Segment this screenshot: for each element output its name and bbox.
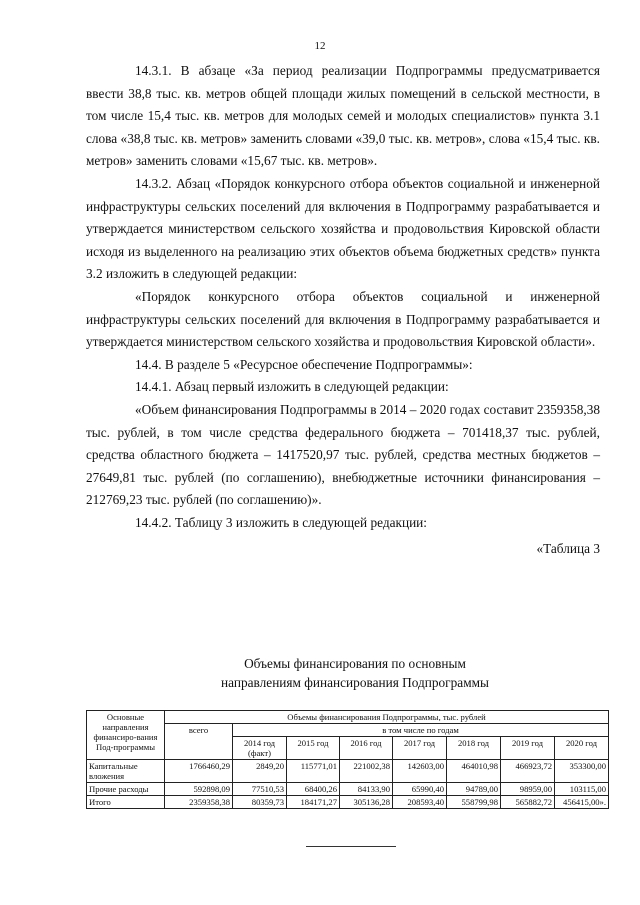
table-row bbox=[87, 783, 609, 796]
year-header: 2019 год bbox=[501, 737, 555, 760]
paragraph-14-3-2: 14.3.2. Абзац «Порядок конкурсного отбора объектов социальной и инженерной инфраструктуры сельских поселений для включения в Подпрограмму разрабатывается и утверждается министерством сельского хозяйства и продовольствия Кировской области исходя из выделенного на реализацию этих объектов объема бюджетных средств» пункта 3.2 изложить в следующей редакции: bbox=[86, 175, 600, 282]
cell-value: 68400,26 bbox=[287, 783, 340, 796]
table-label: «Таблица 3 bbox=[536, 541, 600, 557]
row-label: Капитальные вложения bbox=[87, 760, 165, 783]
cell-value: 208593,40 bbox=[393, 796, 447, 809]
cell-value: 84133,90 bbox=[340, 783, 393, 796]
page-number: 12 bbox=[314, 40, 326, 52]
years-group-header: в том числе по годам bbox=[233, 724, 609, 737]
cell-value: 94789,00 bbox=[447, 783, 501, 796]
group-header: Объемы финансирования Подпрограммы, тыс. рублей bbox=[165, 711, 609, 724]
cell-value: 80359,73 bbox=[233, 796, 287, 809]
funding-table bbox=[86, 710, 609, 809]
paragraph-14-3-1: 14.3.1. В абзаце «За период реализации Подпрограммы предусматривается ввести 38,8 тыс. кв. метров общей площади жилых помещений в сельской местности, в том числе 15,4 тыс. кв. метров для молодых семей и молодых специалистов» пункта 3.1 слова «38,8 тыс. кв. метров» заменить словами «39,0 тыс. кв. метров», слова «15,4 тыс. кв. метров» заменить словами «15,67 тыс. кв. метров». bbox=[86, 63, 600, 169]
cell-value: 1766460,29 bbox=[165, 760, 233, 783]
paragraph-quote-procedure: «Порядок конкурсного отбора объектов социальной и инженерной инфраструктуры сельских поселений для включения в Подпрограмму разрабатывается и утверждается министерством сельского хозяйства и продовольствия Кировской области». bbox=[86, 288, 600, 350]
cell-value: 456415,00». bbox=[555, 796, 609, 809]
cell-value: 466923,72 bbox=[501, 760, 555, 783]
year-header: 2014 год (факт) bbox=[233, 737, 287, 760]
cell-value: 65990,40 bbox=[393, 783, 447, 796]
cell-value: 592898,09 bbox=[165, 783, 233, 796]
cell-value: 221002,38 bbox=[340, 760, 393, 783]
table-row bbox=[87, 760, 609, 783]
row-label: Итого bbox=[87, 796, 165, 809]
cell-value: 565882,72 bbox=[501, 796, 555, 809]
paragraph-quote-funding: «Объем финансирования Подпрограммы в 2014 – 2020 годах составит 2359358,38 тыс. рублей, в том числе средства федерального бюджета – 701418,37 тыс. рублей, средства областного бюджета – 1417520,97 тыс. рублей, средства местных бюджетов – 27649,81 тыс. рублей (по соглашению), внебюджетные источники финансирования – 212769,23 тыс. рублей (по соглашению)». bbox=[86, 401, 600, 508]
cell-value: 98959,00 bbox=[501, 783, 555, 796]
bottom-divider bbox=[306, 846, 396, 847]
cell-value: 184171,27 bbox=[287, 796, 340, 809]
year-header: 2016 год bbox=[340, 737, 393, 760]
cell-value: 142603,00 bbox=[393, 760, 447, 783]
cell-value: 115771,01 bbox=[287, 760, 340, 783]
row-label: Прочие расходы bbox=[87, 783, 165, 796]
total-header: всего bbox=[165, 724, 233, 760]
cell-value: 464010,98 bbox=[447, 760, 501, 783]
body-text bbox=[86, 60, 600, 561]
cell-value: 305136,28 bbox=[340, 796, 393, 809]
table-title-line-2: направлениям финансирования Подпрограммы bbox=[221, 675, 489, 690]
cell-value: 558799,98 bbox=[447, 796, 501, 809]
cell-value: 2359358,38 bbox=[165, 796, 233, 809]
table-header-row-1 bbox=[87, 711, 609, 724]
table-row-total bbox=[87, 796, 609, 809]
cell-value: 103115,00 bbox=[555, 783, 609, 796]
cell-value: 77510,53 bbox=[233, 783, 287, 796]
cell-value: 2849,20 bbox=[233, 760, 287, 783]
cell-value: 353300,00 bbox=[555, 760, 609, 783]
table-header-row-2 bbox=[87, 724, 609, 737]
year-header: 2020 год bbox=[555, 737, 609, 760]
paragraph-14-4-2: 14.4.2. Таблицу 3 изложить в следующей редакции: bbox=[135, 514, 427, 530]
table-title-line-1: Объемы финансирования по основным bbox=[244, 656, 466, 671]
paragraph-14-4: 14.4. В разделе 5 «Ресурсное обеспечение Подпрограммы»: bbox=[135, 356, 473, 372]
table-title bbox=[120, 654, 590, 692]
year-header: 2018 год bbox=[447, 737, 501, 760]
year-header: 2017 год bbox=[393, 737, 447, 760]
paragraph-14-4-1: 14.4.1. Абзац первый изложить в следующей редакции: bbox=[135, 379, 449, 395]
year-header: 2015 год bbox=[287, 737, 340, 760]
corner-header: Основные направления финансиро-вания Под-программы bbox=[87, 711, 165, 760]
